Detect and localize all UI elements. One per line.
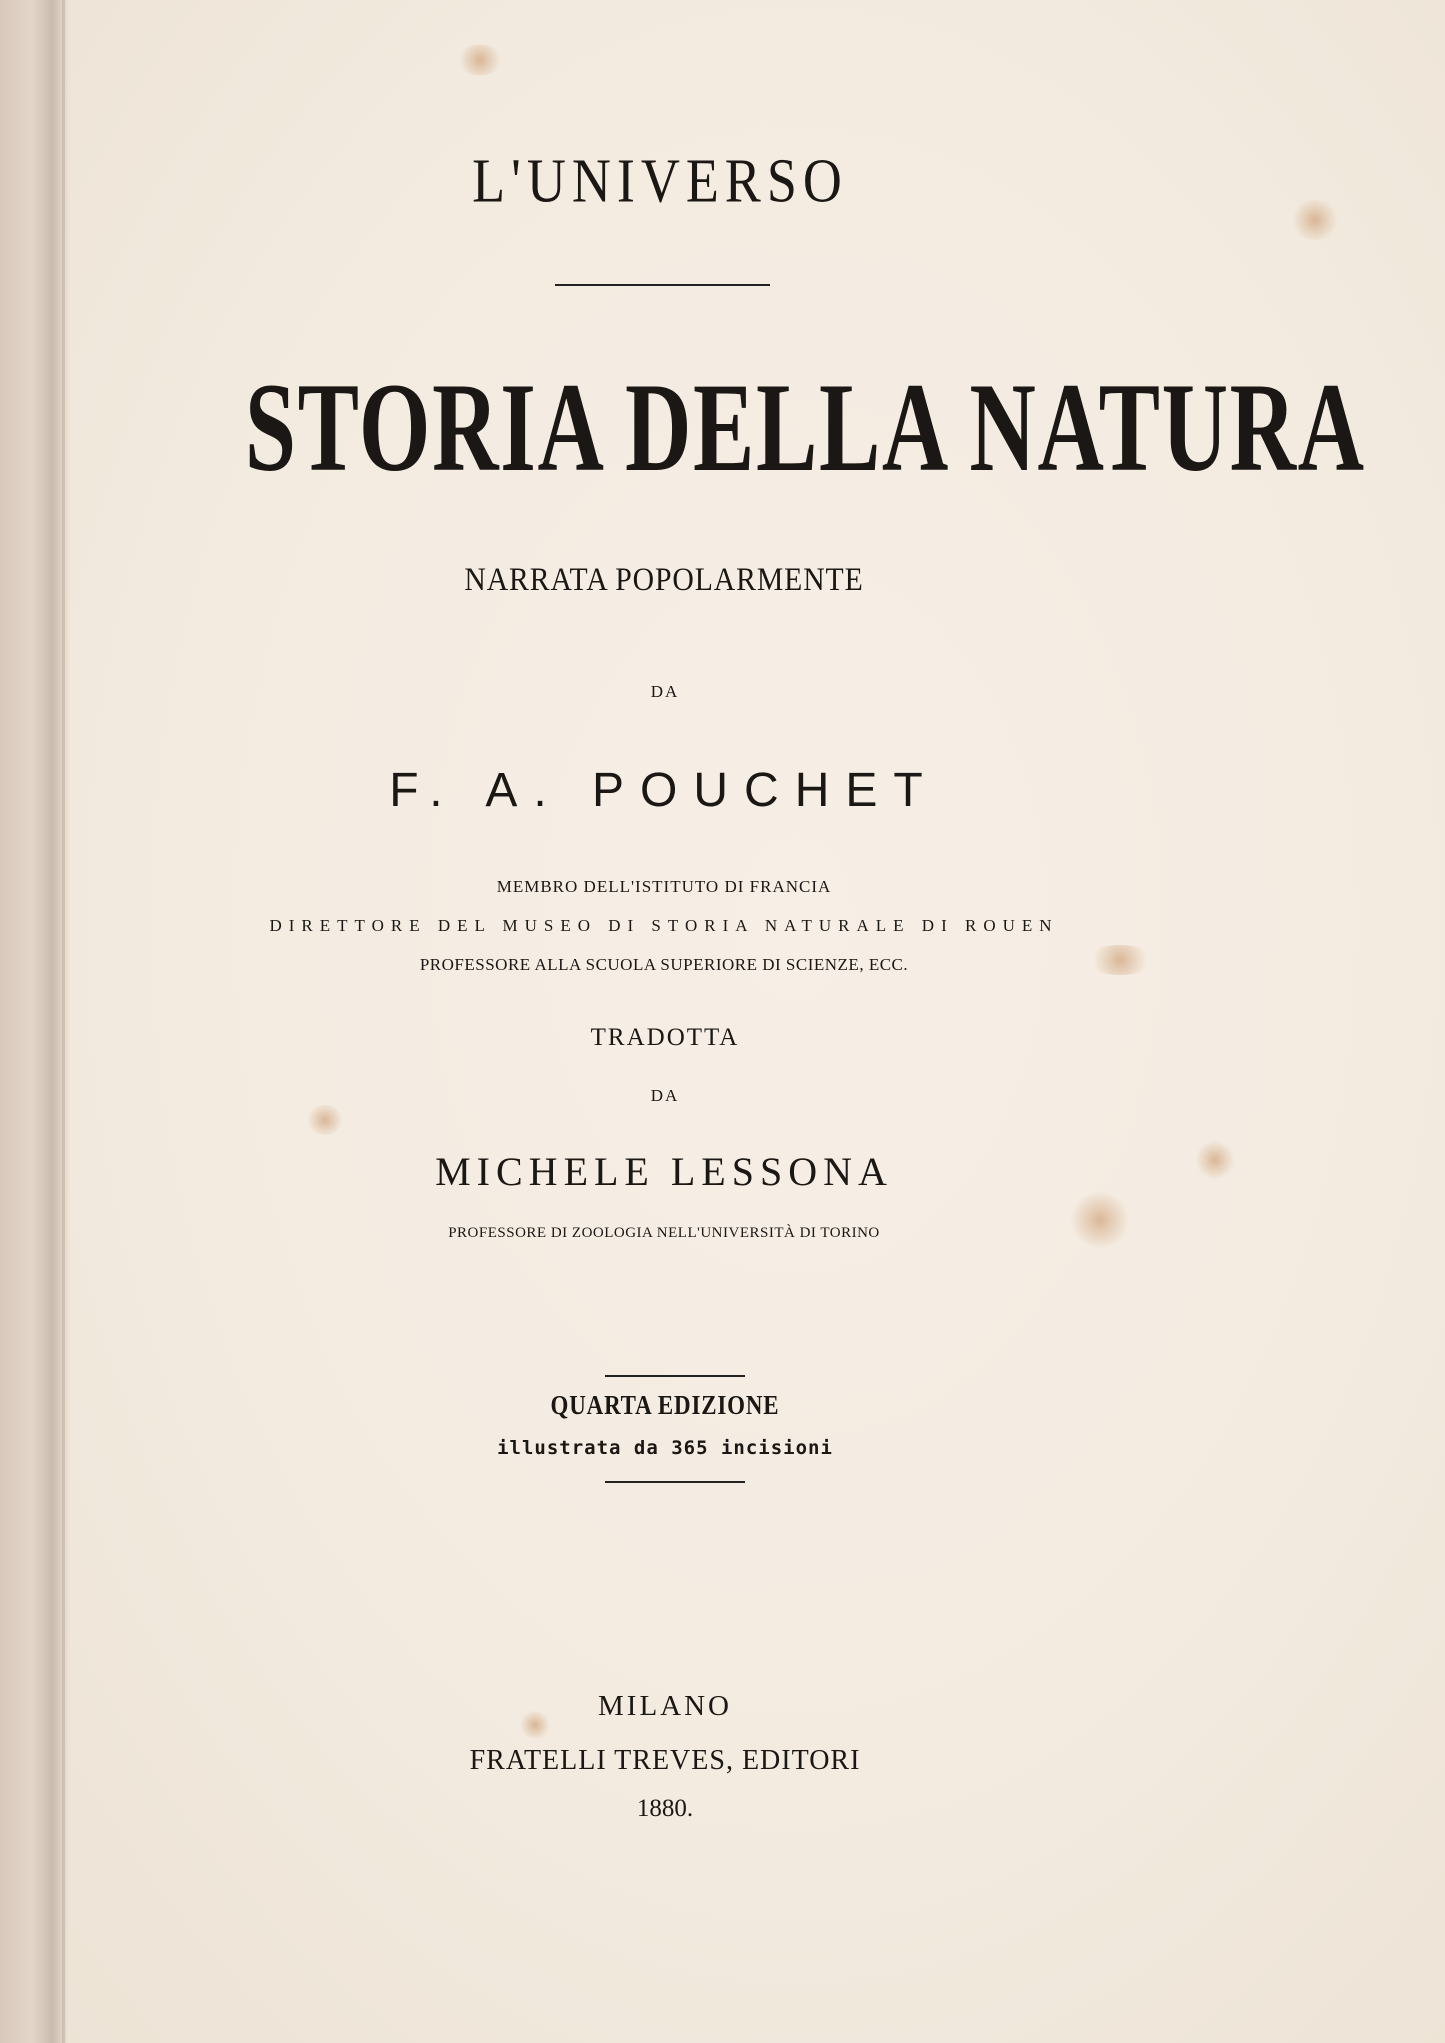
- imprint-city: MILANO: [598, 1690, 732, 1722]
- spine-fold-line: [62, 0, 65, 2043]
- series-title: L'UNIVERSO: [472, 146, 848, 216]
- translator-name: MICHELE LESSONA: [435, 1149, 893, 1194]
- foxing-stain: [1085, 945, 1155, 975]
- imprint-publisher: FRATELLI TREVES, EDITORI: [469, 1745, 861, 1776]
- foxing-stain: [1195, 1140, 1235, 1180]
- imprint-year: 1880.: [636, 1795, 694, 1822]
- translator-credential: PROFESSORE DI ZOOLOGIA NELL'UNIVERSITÀ DI TORINO: [448, 1225, 880, 1241]
- translated-label: TRADOTTA: [590, 1024, 740, 1051]
- foxing-stain: [455, 45, 505, 75]
- divider-rule: [555, 284, 770, 286]
- by-label: DA: [650, 682, 680, 701]
- translated-by-label: DA: [650, 1086, 680, 1105]
- foxing-stain: [305, 1105, 345, 1135]
- edition-rule-top: [605, 1375, 745, 1377]
- author-name: F. A. POUCHET: [389, 764, 939, 817]
- author-credential: PROFESSORE ALLA SCUOLA SUPERIORE DI SCIENZE, ECC.: [419, 955, 909, 974]
- subtitle: NARRATA POPOLARMENTE: [464, 562, 864, 598]
- foxing-stain: [1070, 1190, 1130, 1250]
- edition-rule-bottom: [605, 1481, 745, 1483]
- illustrations-note: illustrata da 365 incisioni: [497, 1437, 833, 1459]
- author-credential: MEMBRO DELL'ISTITUTO DI FRANCIA: [496, 877, 832, 896]
- book-spine-edge: [0, 0, 70, 2043]
- main-title: STORIA DELLA NATURA: [244, 356, 1366, 499]
- author-credential: DIRETTORE DEL MUSEO DI STORIA NATURALE DI ROUEN: [269, 916, 1059, 935]
- edition-title: QUARTA EDIZIONE: [550, 1390, 780, 1420]
- foxing-stain: [1290, 200, 1340, 240]
